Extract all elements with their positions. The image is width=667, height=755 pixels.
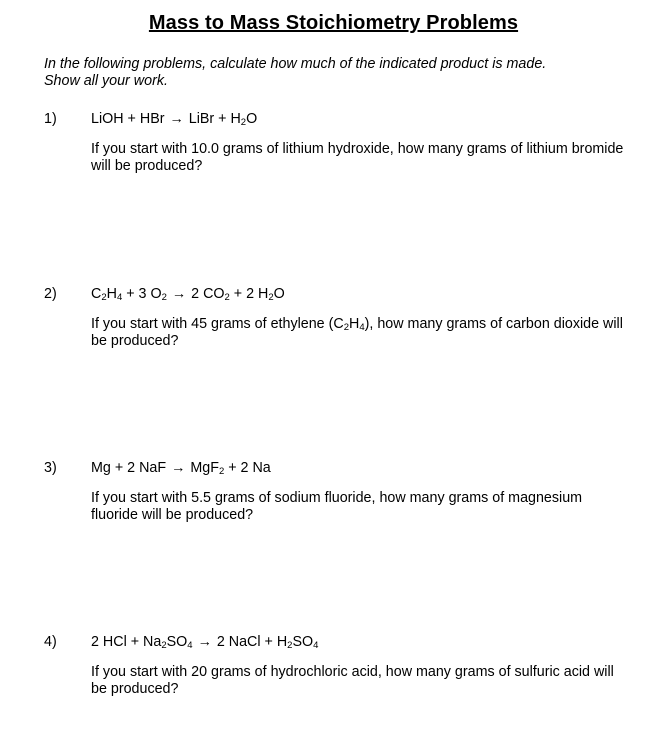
reaction-arrow-icon: → <box>171 460 186 476</box>
question-text: If you start with 5.5 grams of sodium fluoride, how many grams of magnesium fluoride will be produced? <box>91 490 583 523</box>
subscript: 2 <box>161 292 167 303</box>
problem-number: 2) <box>44 286 57 302</box>
chemical-equation: $C_2H_4 + 3$ $O_2 \to 2$ $CO_2 + 2$ $H_2O$ <box>91 286 285 303</box>
problem-number: 1) <box>44 111 57 127</box>
subscript: 2 <box>343 322 349 333</box>
subscript: 2 <box>224 292 230 303</box>
problem-number: 4) <box>44 634 57 650</box>
question-text: If you start with 10.0 grams of lithium hydroxide, how many grams of lithium bromide will be produced? <box>91 141 624 174</box>
subscript: 2 <box>161 640 167 651</box>
instructions <box>44 56 644 90</box>
problem-number: 3) <box>44 460 57 476</box>
chemical-equation: 2 HCl + $Na_2SO_4 \to 2$ NaCl + $H_2SO_4$ <box>91 634 319 651</box>
chemical-equation: LiOH + HBr → LiBr + $H_2O$ <box>91 111 258 128</box>
subscript: 4 <box>116 292 123 303</box>
subscript: 4 <box>313 640 319 651</box>
subscript: 2 <box>287 640 293 651</box>
page-title: Mass to Mass Stoichiometry Problems <box>148 12 519 34</box>
subscript: 4 <box>359 322 365 333</box>
reaction-arrow-icon: → <box>171 286 187 302</box>
reaction-arrow-icon: → <box>169 111 184 127</box>
instructions-line-2: Show all your work. <box>44 73 168 89</box>
subscript: 2 <box>218 466 225 477</box>
reaction-arrow-icon: → <box>197 634 212 650</box>
instructions-line-1: In the following problems, calculate how much of the indicated product is made. <box>44 56 547 72</box>
subscript: 2 <box>268 292 274 303</box>
chemical-equation: Mg + 2 NaF → MgF$_2$ + 2 Na <box>91 460 271 477</box>
subscript: 2 <box>240 117 247 128</box>
subscript: 4 <box>187 640 193 651</box>
subscript: 2 <box>101 292 107 303</box>
question-text: If you start with 20 grams of hydrochloric acid, how many grams of sulfuric acid will be produced? <box>91 664 614 697</box>
question-text: If you start with 45 grams of ethylene $(C_2H_4)$, how many grams of carbon dioxide will be produced? <box>91 316 623 349</box>
